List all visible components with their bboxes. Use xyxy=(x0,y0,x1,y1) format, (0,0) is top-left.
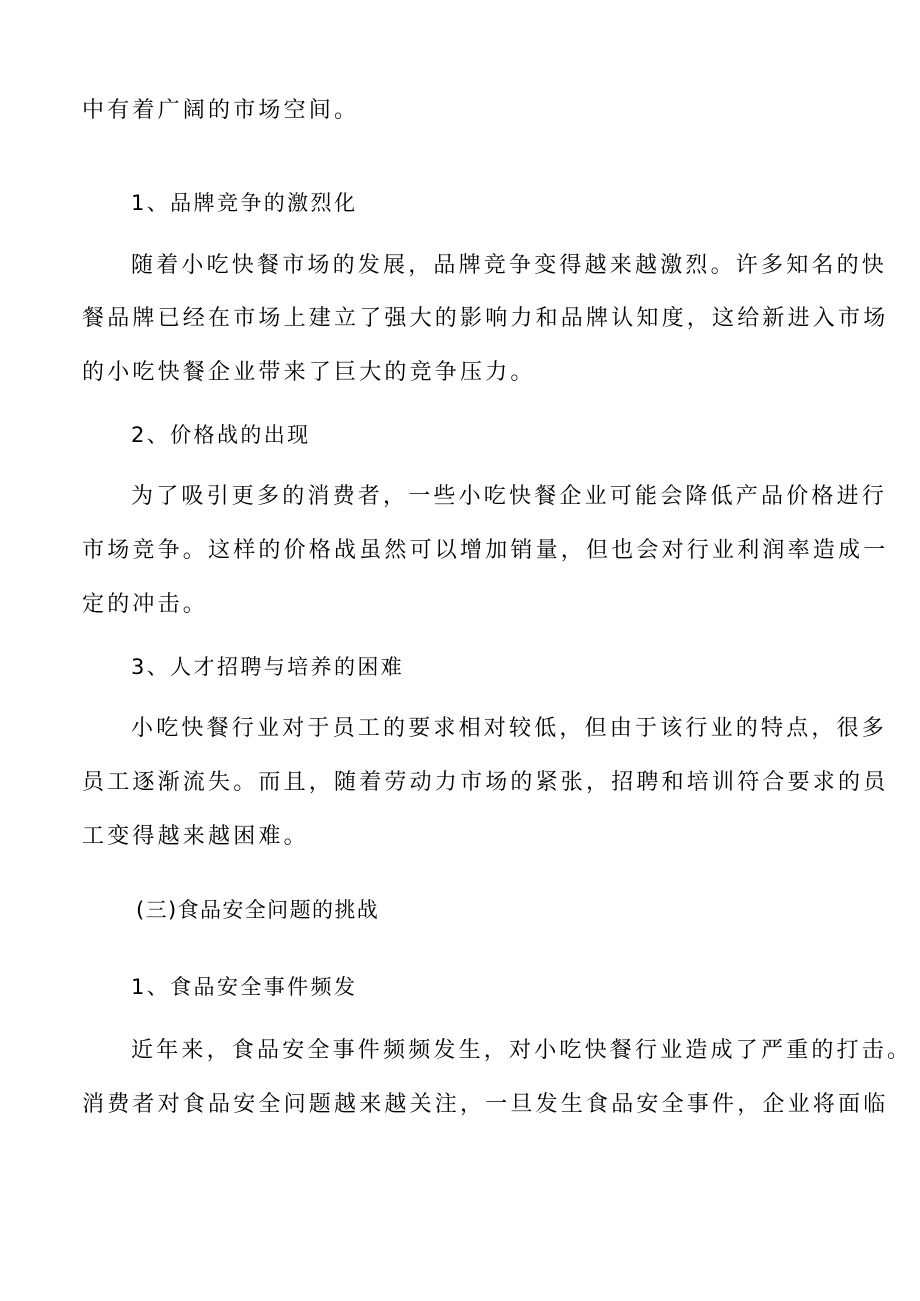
paragraph-line: 员工逐渐流失。而且，随着劳动力市场的紧张，招聘和培训符合要求的员 xyxy=(82,770,889,795)
paragraph-line: 近年来，食品安全事件频频发生，对小吃快餐行业造成了严重的打击。 xyxy=(131,1038,913,1063)
paragraph-line: 工变得越来越困难。 xyxy=(82,824,309,849)
paragraph-line: 随着小吃快餐市场的发展，品牌竞争变得越来越激烈。许多知名的快 xyxy=(131,253,888,278)
section-heading: 1、食品安全事件频发 xyxy=(131,975,358,999)
section-heading: 1、品牌竞争的激烈化 xyxy=(131,191,358,215)
paragraph-line: 定的冲击。 xyxy=(82,592,209,617)
paragraph-line: 为了吸引更多的消费者，一些小吃快餐企业可能会降低产品价格进行 xyxy=(131,484,888,509)
paragraph-line: 市场竞争。这样的价格战虽然可以增加销量，但也会对行业利润率造成一 xyxy=(82,538,889,563)
paragraph-line: 餐品牌已经在市场上建立了强大的影响力和品牌认知度，这给新进入市场 xyxy=(82,306,889,331)
paragraph-line: 中有着广阔的市场空间。 xyxy=(82,98,360,123)
chapter-heading: (三)食品安全问题的挑战 xyxy=(136,898,380,922)
paragraph-line: 消费者对食品安全问题越来越关注，一旦发生食品安全事件，企业将面临 xyxy=(82,1092,889,1117)
section-heading: 3、人才招聘与培养的困难 xyxy=(131,655,405,679)
paragraph-line: 的小吃快餐企业带来了巨大的竞争压力。 xyxy=(82,360,536,385)
paragraph-line: 小吃快餐行业对于员工的要求相对较低，但由于该行业的特点，很多 xyxy=(131,716,888,741)
section-heading: 2、价格战的出现 xyxy=(131,423,311,447)
